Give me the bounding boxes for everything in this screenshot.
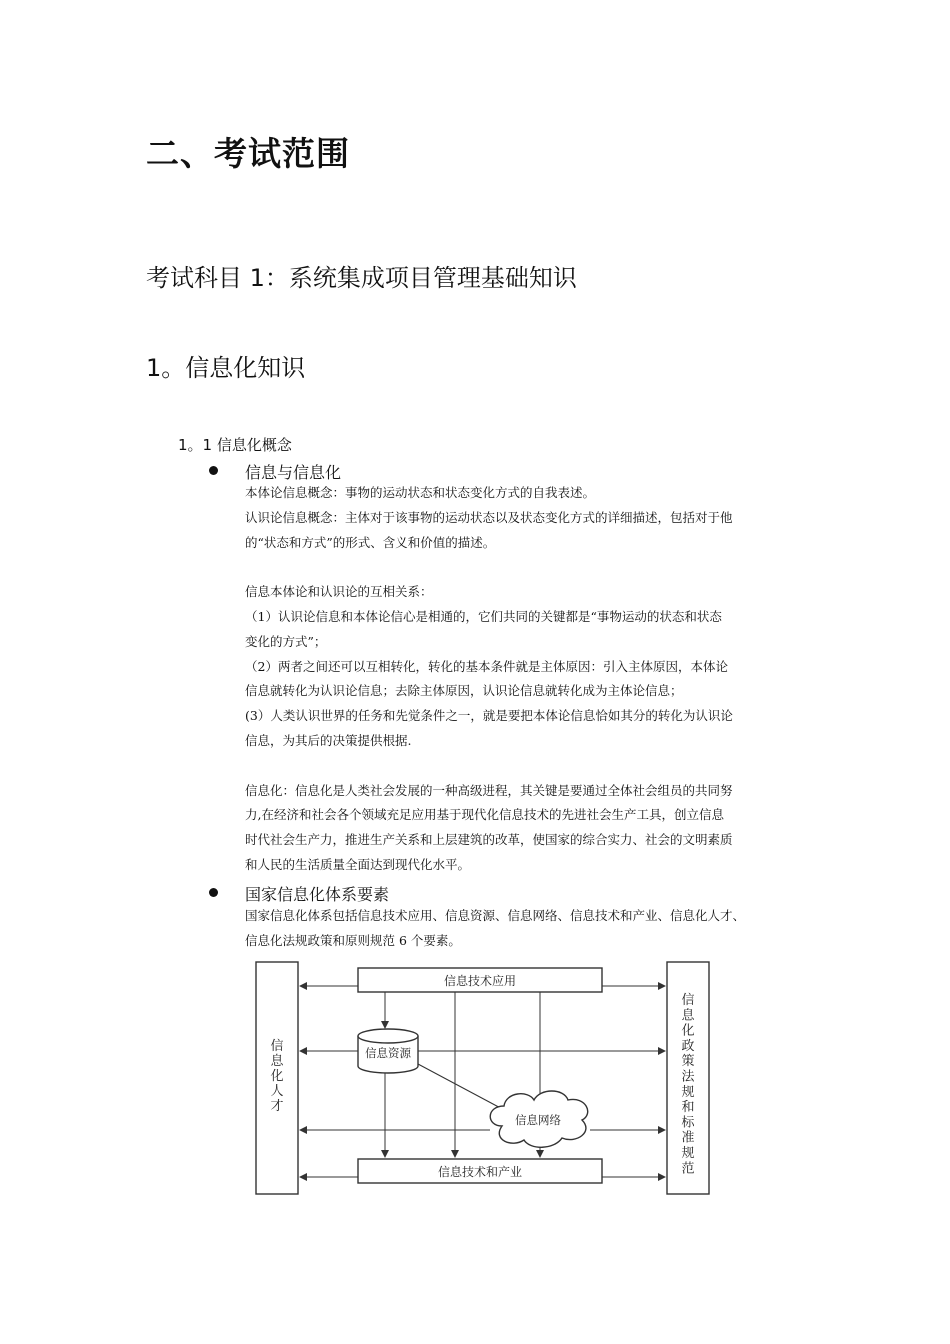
bullet-title: 信息与信息化 [245, 463, 342, 482]
vertical-char: 化 [270, 1069, 284, 1084]
body-line: 力,在经济和社会各个领域充足应用基于现代化信息技术的先进社会生产工具，创立信息 [245, 807, 724, 823]
body-line: 的“状态和方式”的形式、含义和价值的描述。 [245, 534, 496, 550]
body-line: 信息就转化为认识论信息；去除主体原因，认识论信息就转化成为主体论信息； [245, 683, 683, 699]
body-line: 时代社会生产力，推进生产关系和上层建筑的改革，使国家的综合实力、社会的文明素质 [245, 832, 733, 848]
resource-label: 信息资源 [365, 1046, 411, 1060]
body-line: 本体论信息概念：事物的运动状态和状态变化方式的自我表述。 [245, 485, 596, 500]
vertical-char: 信 [681, 993, 695, 1008]
subsection-heading: 1。1 信息化概念 [178, 436, 292, 454]
policy-label [681, 992, 695, 1176]
vertical-char: 息 [270, 1054, 284, 1069]
bullet-dot-icon [209, 888, 218, 897]
body-line: 信息本体论和认识论的互相关系： [245, 584, 433, 600]
talent-label [270, 1038, 284, 1114]
vertical-char: 策 [681, 1054, 695, 1070]
industry-label: 信息技术和产业 [437, 1165, 523, 1179]
body-line: 国家信息化体系包括信息技术应用、信息资源、信息网络、信息技术和产业、信息化人才、 [245, 908, 746, 923]
body-line: （1）认识论信息和本体论信心是相通的，它们共同的关键都是“事物运动的状态和状态 [245, 608, 722, 624]
body-line: (3）人类认识世界的任务和先觉条件之一，就是要把本体论信息恰如其分的转化为认识论 [245, 708, 733, 724]
body-line: 和人民的生活质量全面达到现代化水平。 [245, 856, 471, 872]
body-gap [245, 754, 733, 779]
system-elements-diagram [250, 956, 720, 1206]
bullet-item-national-system [245, 882, 389, 905]
vertical-char: 才 [270, 1099, 284, 1114]
body-line: （2）两者之间还可以互相转化，转化的基本条件就是主体原因：引入主体原因，本体论 [245, 658, 728, 674]
vertical-char: 信 [270, 1039, 284, 1054]
section-title: 二、考试范围 [146, 134, 350, 173]
subject-heading: 考试科目 1：系统集成项目管理基础知识 [146, 264, 577, 292]
vertical-char: 标 [681, 1115, 695, 1131]
bullet-body-national-system [245, 904, 745, 954]
body-line: 认识论信息概念：主体对于该事物的运动状态以及状态变化方式的详细描述，包括对于他 [245, 509, 733, 525]
body-line: 信息化法规政策和原则规范 6 个要素。 [245, 932, 461, 948]
vertical-char: 范 [681, 1161, 695, 1177]
vertical-char: 政 [681, 1038, 695, 1054]
vertical-char: 准 [681, 1130, 695, 1146]
body-line: 信息，为其后的决策提供根据. [245, 732, 412, 748]
vertical-char: 和 [681, 1100, 695, 1116]
body-gap [245, 555, 733, 580]
application-label: 信息技术应用 [443, 974, 517, 988]
bullet-dot-icon [209, 466, 218, 475]
network-label: 信息网络 [515, 1113, 561, 1127]
vertical-char: 法 [681, 1069, 695, 1085]
vertical-char: 规 [681, 1084, 695, 1100]
body-line: 变化的方式”； [245, 633, 327, 649]
chapter-heading: 1。信息化知识 [146, 354, 306, 382]
vertical-char: 息 [681, 1008, 695, 1024]
bullet-item-information [245, 460, 341, 483]
bullet-body-information [245, 481, 733, 878]
bullet-title: 国家信息化体系要素 [245, 885, 390, 904]
vertical-char: 人 [270, 1084, 284, 1099]
vertical-char: 化 [681, 1023, 695, 1039]
vertical-char: 规 [681, 1146, 695, 1161]
body-line: 信息化：信息化是人类社会发展的一种高级进程，其关键是要通过全体社会组员的共同努 [245, 782, 733, 798]
